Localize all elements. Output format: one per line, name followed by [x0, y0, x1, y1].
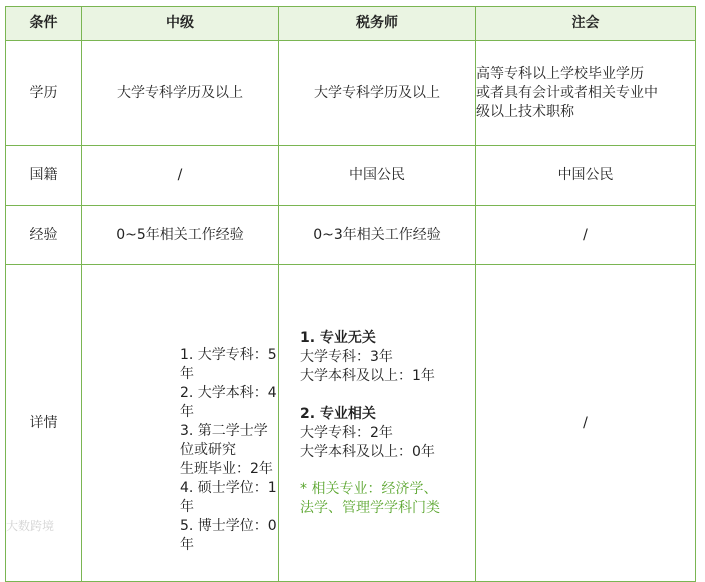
list-item: 生班毕业：2年: [180, 461, 273, 477]
cell-nationality-intermediate: /: [82, 146, 279, 206]
tax-detail-line: 大学专科：3年: [300, 348, 393, 365]
cell-details-intermediate: [82, 265, 279, 582]
cell-experience-tax: 0~3年相关工作经验: [279, 206, 476, 265]
tax-detail-line: 大学专科：2年: [300, 424, 393, 441]
row-label-education: 学历: [6, 41, 82, 146]
tax-section-title: 2. 专业相关: [300, 405, 376, 422]
cell-experience-cpa: /: [476, 206, 696, 265]
header-tax-agent: 税务师: [279, 7, 476, 41]
note-line: 法学、管理学学科门类: [300, 499, 440, 516]
intermediate-details-list: [178, 346, 278, 555]
watermark-text: 大数跨境: [6, 519, 55, 533]
table-row-education: [6, 41, 696, 146]
list-item: 1. 大学专科：5年: [180, 347, 277, 382]
cpa-edu-line: 级以上技术职称: [476, 103, 574, 120]
cell-details-tax: [279, 265, 476, 582]
table-row-details: [6, 265, 696, 582]
row-label-details: 详情: [6, 265, 82, 582]
cpa-edu-line: 高等专科以上学校毕业学历: [476, 65, 644, 82]
tax-detail-line: 大学本科及以上：0年: [300, 443, 435, 460]
tax-related-major-note: [300, 480, 475, 518]
cpa-edu-line: 或者具有会计或者相关专业中: [476, 84, 658, 101]
cell-education-tax: 大学专科学历及以上: [279, 41, 476, 146]
watermark-logo: [6, 517, 54, 534]
cell-nationality-cpa: 中国公民: [476, 146, 696, 206]
list-item: 2. 大学本科：4年: [180, 385, 277, 420]
cell-education-cpa: [476, 41, 696, 146]
list-item: 3. 第二学士学位或研究: [180, 423, 268, 458]
cell-education-intermediate: 大学专科学历及以上: [82, 41, 279, 146]
cell-details-cpa: /: [476, 265, 696, 582]
note-line: * 相关专业：经济学、: [300, 480, 438, 497]
tax-detail-line: 大学本科及以上：1年: [300, 367, 435, 384]
table-row-nationality: [6, 146, 696, 206]
header-intermediate: 中级: [82, 7, 279, 41]
requirements-table: [5, 6, 696, 582]
table-row-experience: [6, 206, 696, 265]
tax-section-title: 1. 专业无关: [300, 329, 376, 346]
header-cpa: 注会: [476, 7, 696, 41]
list-item: 5. 博士学位：0年: [180, 518, 277, 553]
row-label-nationality: 国籍: [6, 146, 82, 206]
header-condition: 条件: [6, 7, 82, 41]
list-item: 4. 硕士学位：1年: [180, 480, 277, 515]
cell-nationality-tax: 中国公民: [279, 146, 476, 206]
header-row: [6, 7, 696, 41]
cell-experience-intermediate: 0~5年相关工作经验: [82, 206, 279, 265]
row-label-experience: 经验: [6, 206, 82, 265]
tax-details: [279, 329, 475, 518]
